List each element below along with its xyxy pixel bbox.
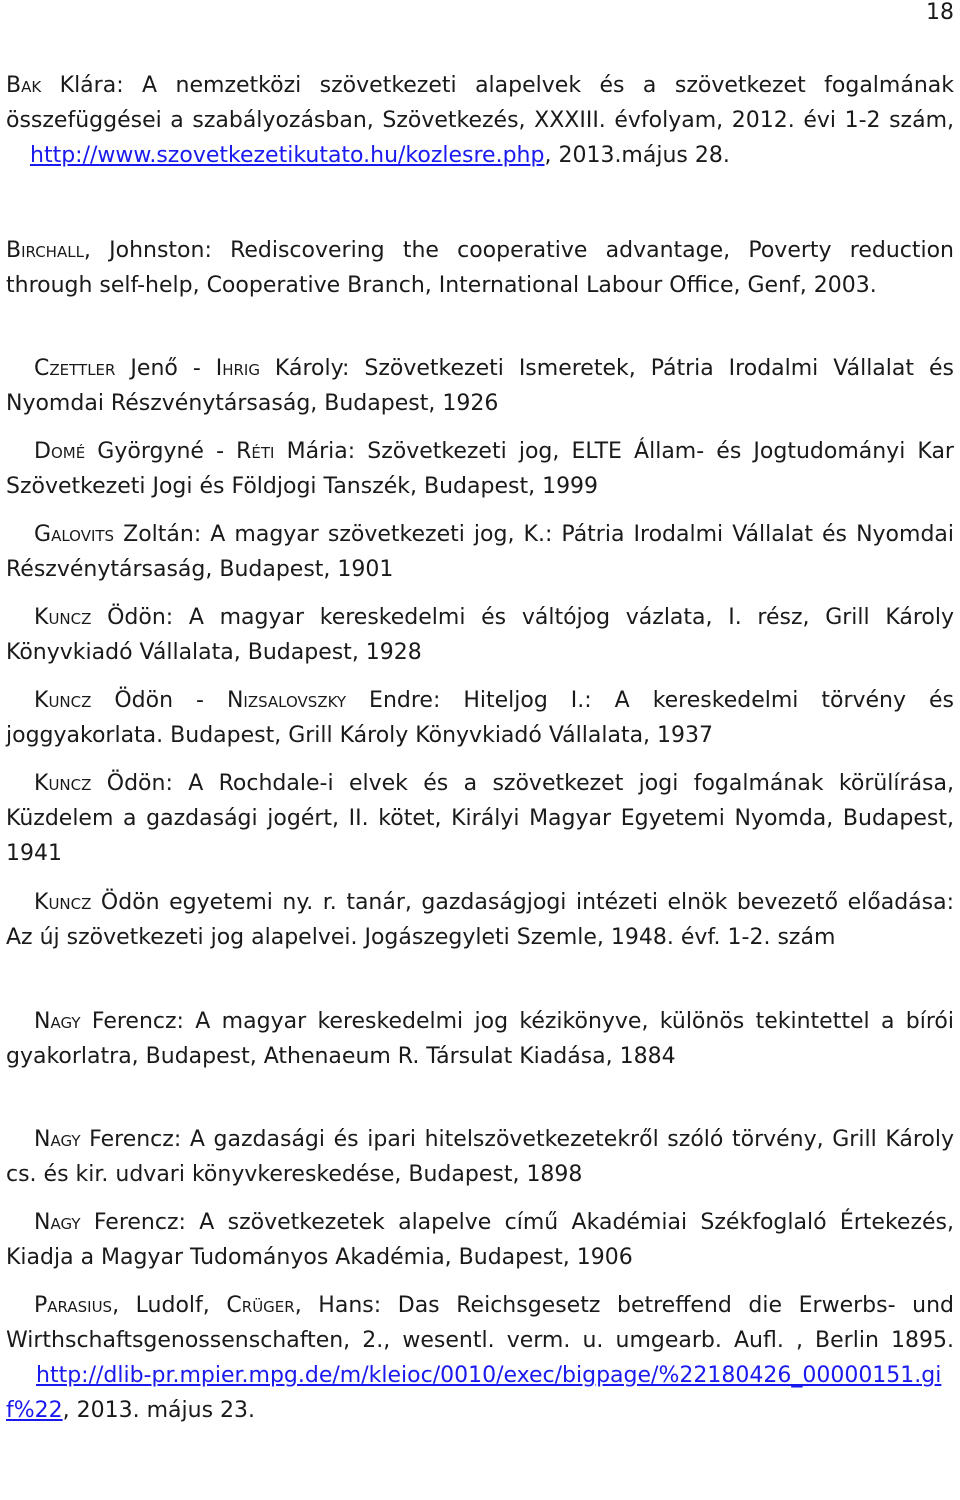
author-surname: irchall [21, 238, 84, 263]
author-first-letter: B [6, 73, 22, 98]
entry-text: Ferencz: A szövetkezetek alapelve című Akadémiai Székfoglaló Értekezés, Kiadja a Magyar Tudományos Akadémia, Budapest, 1906 [6, 1210, 954, 1270]
bibliography-entry [6, 351, 954, 421]
entry-text: Ödön: A Rochdale-i elvek és a szövetkezet jogi fogalmának körülírása, Küzdelem a gazdasági jogért, II. kötet, Királyi Magyar Egyetemi Nyomda, Budapest, 1941 [6, 771, 954, 866]
coauthor-first-letter: N [226, 688, 244, 713]
entry-mid-text: Györgyné - [85, 439, 237, 464]
entry-text: Ferencz: A gazdasági és ipari hitelszövetkezetekről szóló törvény, Grill Károly cs. és kir. udvari könyvkereskedése, Budapest, 1898 [6, 1127, 954, 1187]
coauthor-first-letter: R [236, 439, 252, 464]
entry-text: Ödön: A magyar kereskedelmi és váltójog vázlata, I. rész, Grill Károly Könyvkiadó Vállalata, Budapest, 1928 [6, 605, 954, 665]
author-surname: omé [50, 439, 86, 464]
coauthor-first-letter: I [215, 356, 223, 381]
bibliography-entry [6, 1004, 954, 1074]
coauthor-surname: izsalovszky [243, 688, 347, 713]
author-first-letter: N [34, 1127, 51, 1152]
entry-text: , Hans: Das Reichsgesetz betreffend die Erwerbs- und Wirthschaftsgenossenschaften, 2., wesentl. verm. u. umgearb. Aufl. , Berlin 1895. [6, 1293, 954, 1353]
author-first-letter: D [34, 439, 51, 464]
entry-text: Zoltán: A magyar szövetkezeti jog, K.: Pátria Irodalmi Vállalat és Nyomdai Részvénytársaság, Budapest, 1901 [6, 522, 954, 582]
bibliography-entry [6, 434, 954, 504]
bibliography-entry [6, 1205, 954, 1275]
bibliography-entry [6, 683, 954, 753]
entry-tail: , 2013. május 23. [62, 1398, 256, 1423]
author-surname: arasius [47, 1293, 113, 1318]
bibliography-entry [6, 1122, 954, 1192]
page-number: 18 [926, 0, 954, 25]
author-first-letter: N [34, 1009, 51, 1034]
author-surname: uncz [48, 890, 92, 915]
author-surname: agy [50, 1210, 81, 1235]
author-first-letter: K [34, 890, 49, 915]
bibliography-entry [6, 766, 954, 871]
coauthor-surname: rüger [241, 1293, 295, 1318]
entry-text: Ödön egyetemi ny. r. tanár, gazdaságjogi intézeti elnök bevezető előadása: Az új szövetkezeti jog alapelvei. Jogászegyleti Szemle, 1948. évf. 1-2. szám [6, 890, 954, 950]
author-first-letter: B [6, 238, 22, 263]
author-surname: zettler [49, 356, 116, 381]
author-first-letter: C [34, 356, 50, 381]
bibliography-entry [6, 600, 954, 670]
bibliography-entry [6, 885, 954, 955]
author-first-letter: N [34, 1210, 51, 1235]
author-surname: agy [50, 1127, 81, 1152]
author-surname: alovits [51, 522, 115, 547]
coauthor-surname: hrig [222, 356, 260, 381]
bibliography-entry [6, 1288, 954, 1428]
reference-link[interactable]: http://dlib-pr.mpier.mpg.de/m/kleioc/0010/exec/bigpage/%22180426_00000151.gif%22 [6, 1363, 942, 1423]
coauthor-surname: éti [251, 439, 275, 464]
author-first-letter: K [34, 688, 49, 713]
author-surname: uncz [48, 605, 92, 630]
entry-mid-text: Jenő - [115, 356, 216, 381]
bibliography-entry [6, 233, 954, 303]
author-surname: ak [21, 73, 42, 98]
entry-text: Mária: Szövetkezeti jog, ELTE Állam- és Jogtudományi Kar Szövetkezeti Jogi és Földjogi Tanszék, Budapest, 1999 [6, 439, 954, 499]
reference-link[interactable]: http://www.szovetkezetikutato.hu/kozlesre.php [30, 143, 545, 168]
author-first-letter: K [34, 771, 49, 796]
author-first-letter: P [34, 1293, 48, 1318]
author-surname: uncz [48, 688, 92, 713]
author-surname: uncz [48, 771, 92, 796]
entry-text: , Johnston: Rediscovering the cooperative advantage, Poverty reduction through self-help, Cooperative Branch, International Labour Office, Genf, 2003. [6, 238, 954, 298]
author-first-letter: K [34, 605, 49, 630]
author-first-letter: G [34, 522, 52, 547]
coauthor-first-letter: C [226, 1293, 242, 1318]
entry-tail: , 2013.május 28. [544, 143, 730, 168]
entry-text: Endre: Hiteljog I.: A kereskedelmi törvény és joggyakorlata. Budapest, Grill Károly Könyvkiadó Vállalata, 1937 [6, 688, 954, 748]
bibliography-entry [6, 68, 954, 173]
entry-text: Ferencz: A magyar kereskedelmi jog kézikönyve, különös tekintettel a bírói gyakorlatra, Budapest, Athenaeum R. Társulat Kiadása, 1884 [6, 1009, 954, 1069]
entry-mid-text: Ödön - [91, 688, 227, 713]
bibliography-entry [6, 517, 954, 587]
entry-text: Károly: Szövetkezeti Ismeretek, Pátria Irodalmi Vállalat és Nyomdai Részvénytársaság, Budapest, 1926 [6, 356, 954, 416]
author-surname: agy [50, 1009, 81, 1034]
entry-mid-text: , Ludolf, [112, 1293, 227, 1318]
entry-text: Klára: A nemzetközi szövetkezeti alapelvek és a szövetkezet fogalmának összefüggései a szabályozásban, Szövetkezés, XXXIII. évfolyam, 2012. évi 1-2 szám, [6, 73, 954, 133]
